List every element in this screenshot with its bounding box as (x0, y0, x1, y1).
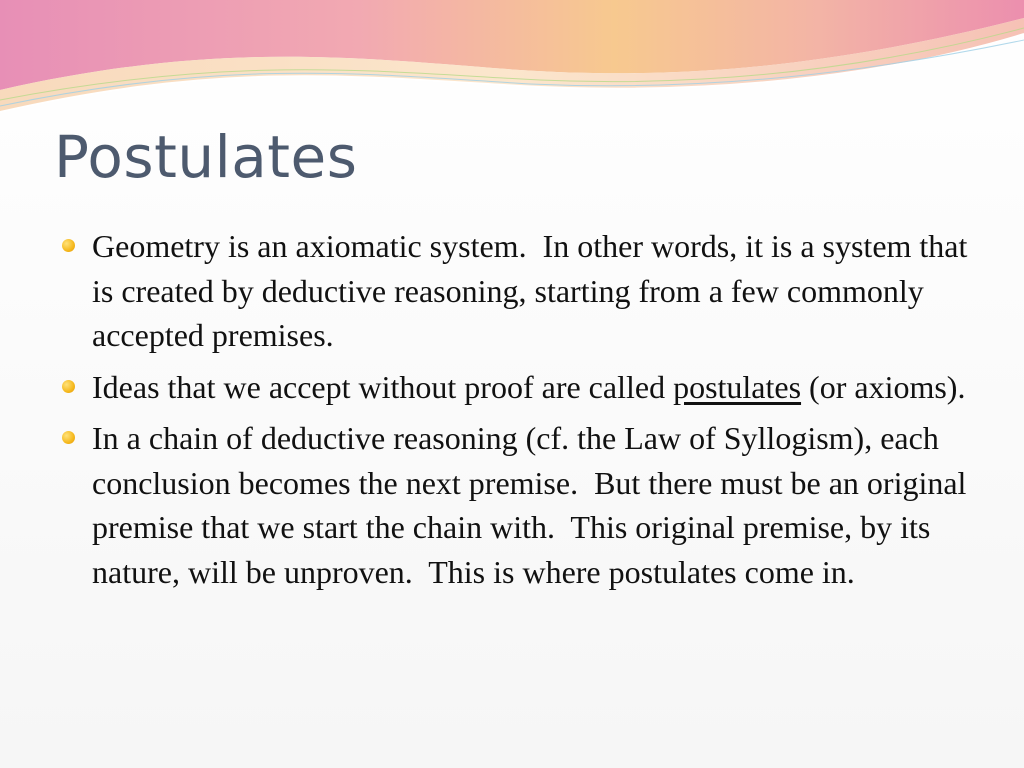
bullet-item (62, 224, 974, 358)
header-wave-decoration (0, 0, 1024, 120)
bullet-text-before: Ideas that we accept without proof are called (92, 368, 674, 405)
slide-title: Postulates (54, 123, 358, 191)
bullet-text: In a chain of deductive reasoning (cf. the Law of Syllogism), each conclusion becomes the next premise. But there must be an original premise that we start the chain with. This original premise, by its nature, will be unproven. This is where postulates come in. (92, 420, 967, 590)
bullet-item (62, 416, 974, 594)
bullet-text-after: (or axioms). (801, 368, 966, 405)
bullet-dot-icon (62, 431, 75, 444)
postulates-term: postulates (673, 368, 802, 405)
bullet-text: Geometry is an axiomatic system. In other words, it is a system that is created by deductive reasoning, starting from a few commonly accepted premises. (92, 228, 968, 353)
bullet-list (62, 224, 974, 601)
bullet-item (62, 365, 974, 410)
bullet-dot-icon (62, 380, 75, 393)
bullet-dot-icon (62, 239, 75, 252)
